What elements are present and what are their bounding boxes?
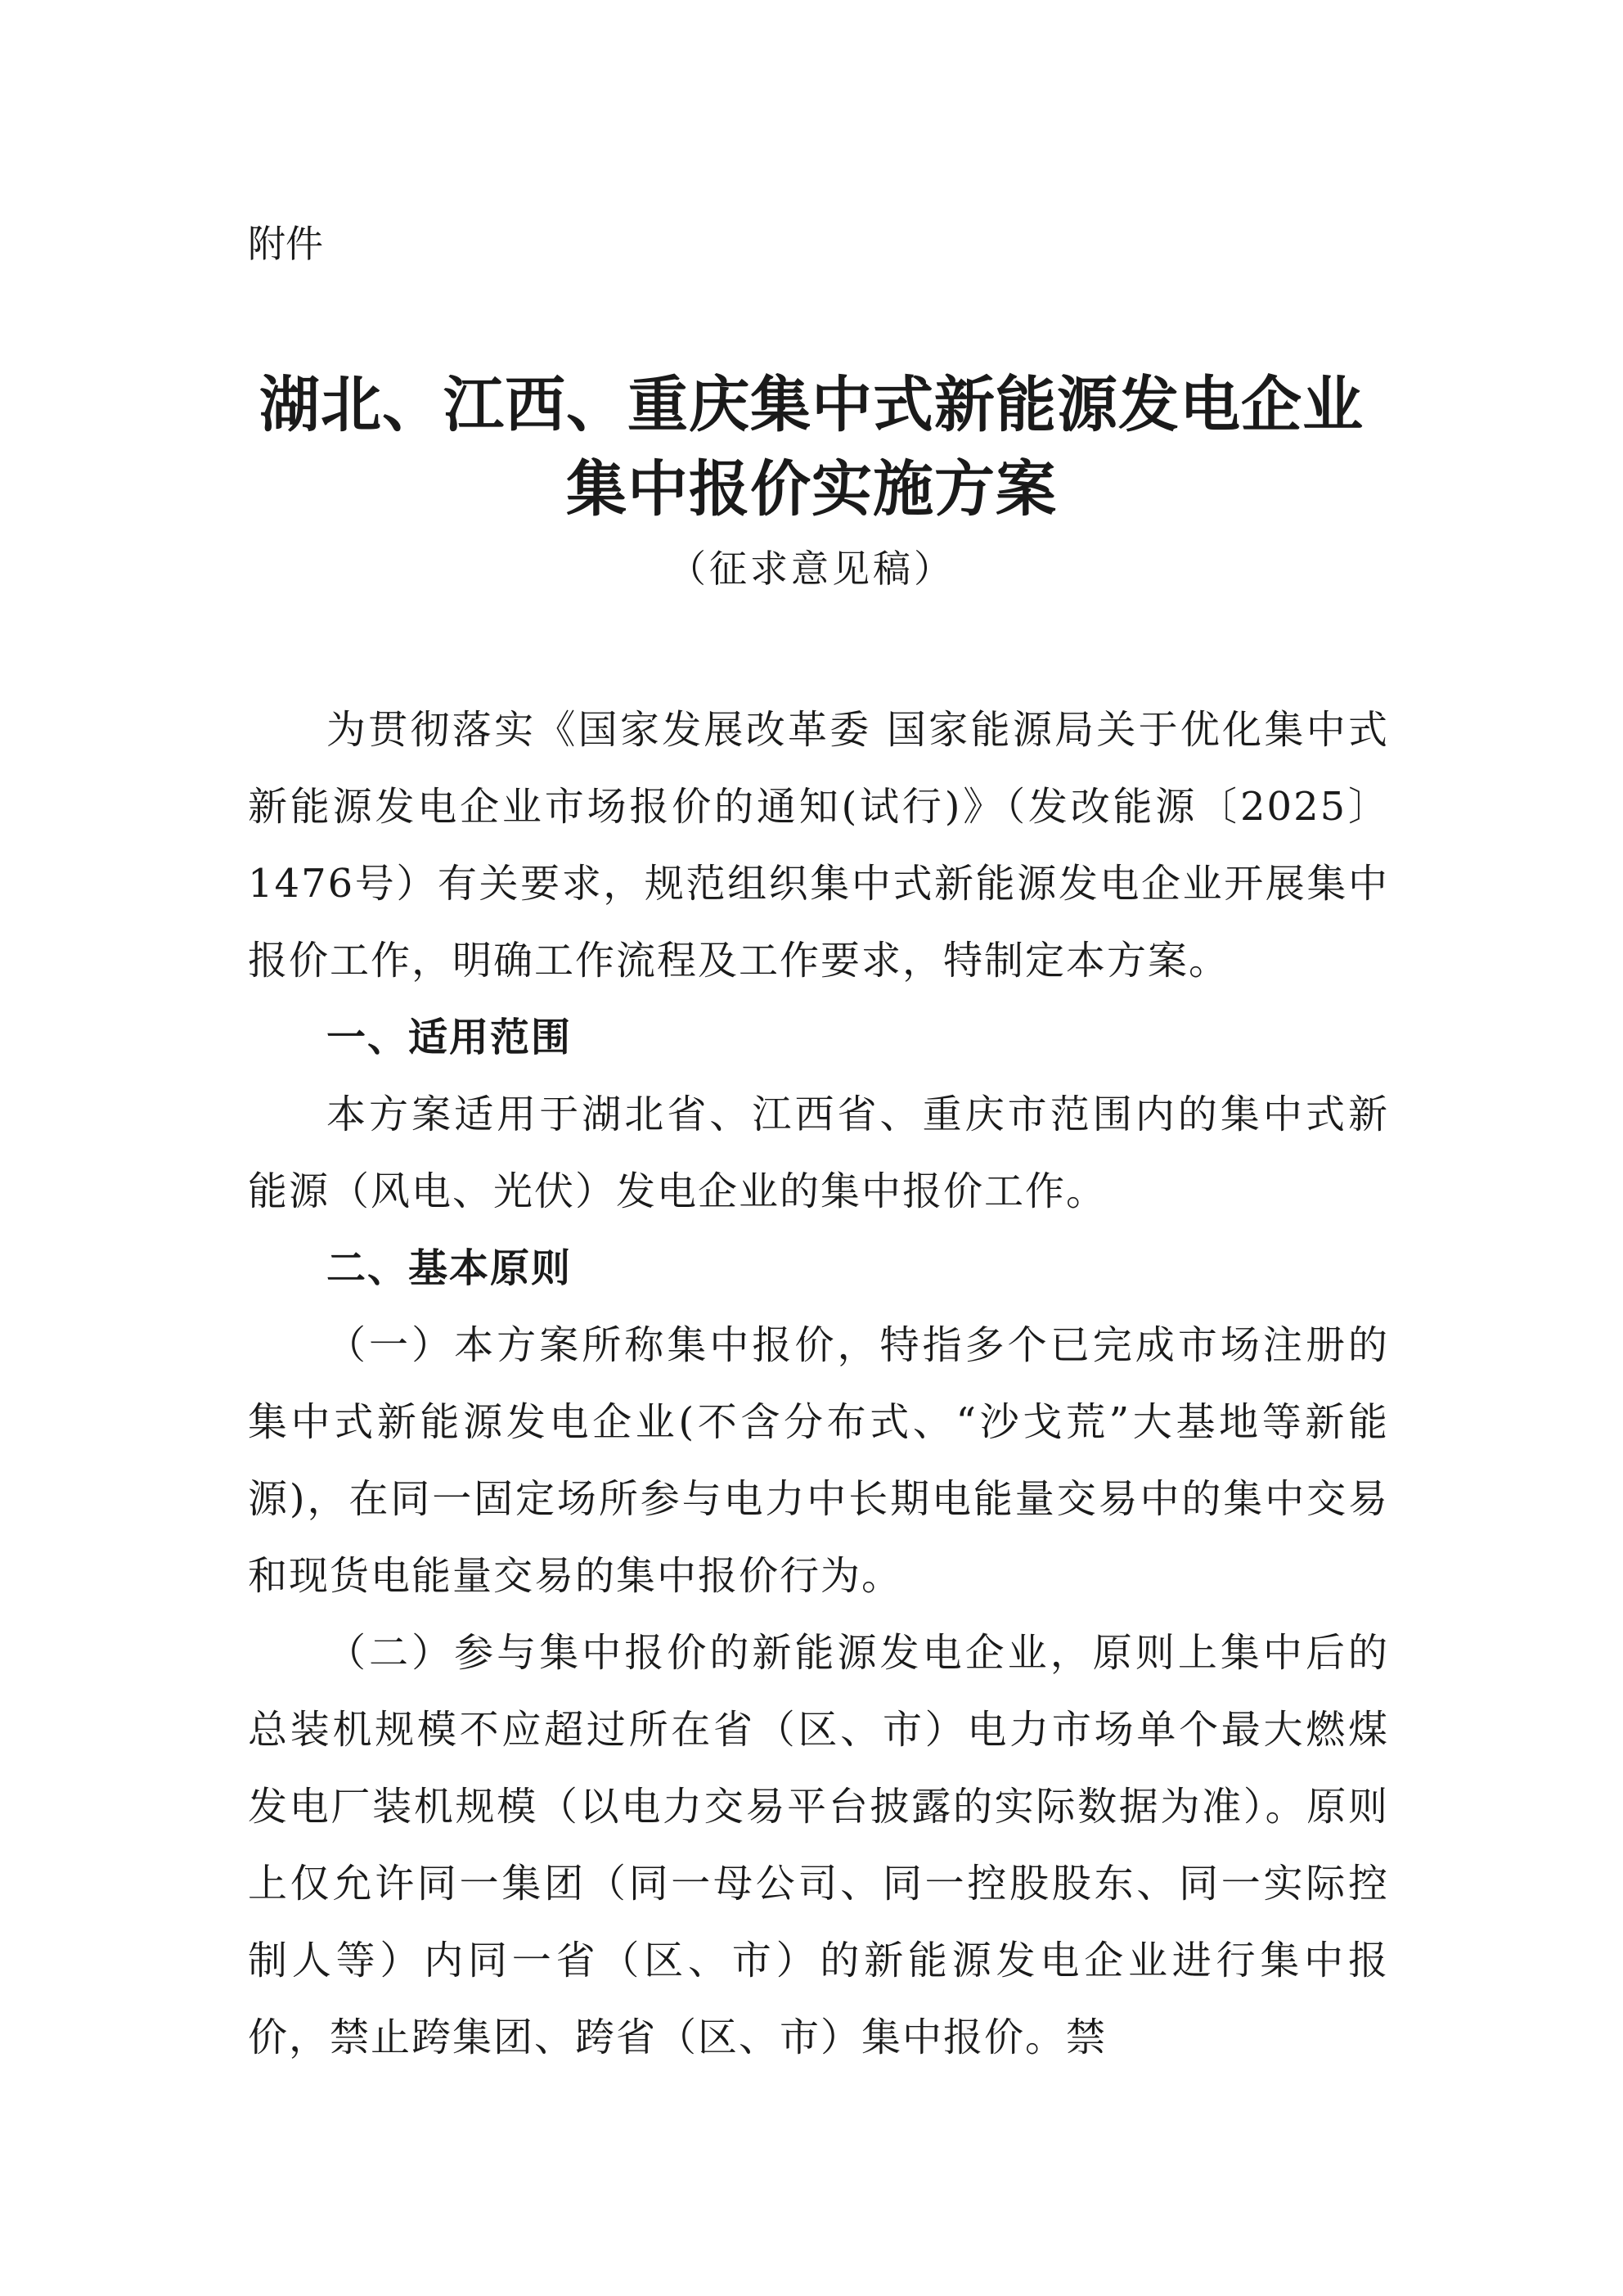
scope-paragraph: 本方案适用于湖北省、江西省、重庆市范围内的集中式新能源（风电、光伏）发电企业的集中报价工作。 <box>248 1092 1389 1214</box>
document-title-line-1: 湖北、江西、重庆集中式新能源发电企业 <box>259 370 1364 440</box>
section-heading-principles: 二、基本原则 <box>326 1245 573 1291</box>
section-heading-scope: 一、适用范围 <box>326 1015 573 1060</box>
principle-paragraph-2: （二）参与集中报价的新能源发电企业，原则上集中后的总装机规模不应超过所在省（区、市）电力市场单个最大燃煤发电厂装机规模（以电力交易平台披露的实际数据为准）。原则上仅允许同一集团（同一母公司、同一控股股东、同一实际控制人等）内同一省（区、市）的新能源发电企业进行集中报价，禁止跨集团、跨省（区、市）集中报价。禁 <box>248 1630 1389 2060</box>
document-subtitle: （征求意见稿） <box>668 547 955 591</box>
attachment-label: 附件 <box>248 222 323 266</box>
intro-paragraph: 为贯彻落实《国家发展改革委 国家能源局关于优化集中式新能源发电企业市场报价的通知(试行)》（发改能源〔2025〕1476号）有关要求，规范组织集中式新能源发电企业开展集中报价工作，明确工作流程及工作要求，特制定本方案。 <box>248 707 1389 984</box>
document-title-line-2: 集中报价实施方案 <box>566 454 1057 524</box>
document-body <box>248 691 1389 2076</box>
principle-paragraph-1: （一）本方案所称集中报价，特指多个已完成市场注册的集中式新能源发电企业(不含分布式、“沙戈荒”大基地等新能源)，在同一固定场所参与电力中长期电能量交易中的集中交易和现货电能量交易的集中报价行为。 <box>248 1322 1389 1599</box>
